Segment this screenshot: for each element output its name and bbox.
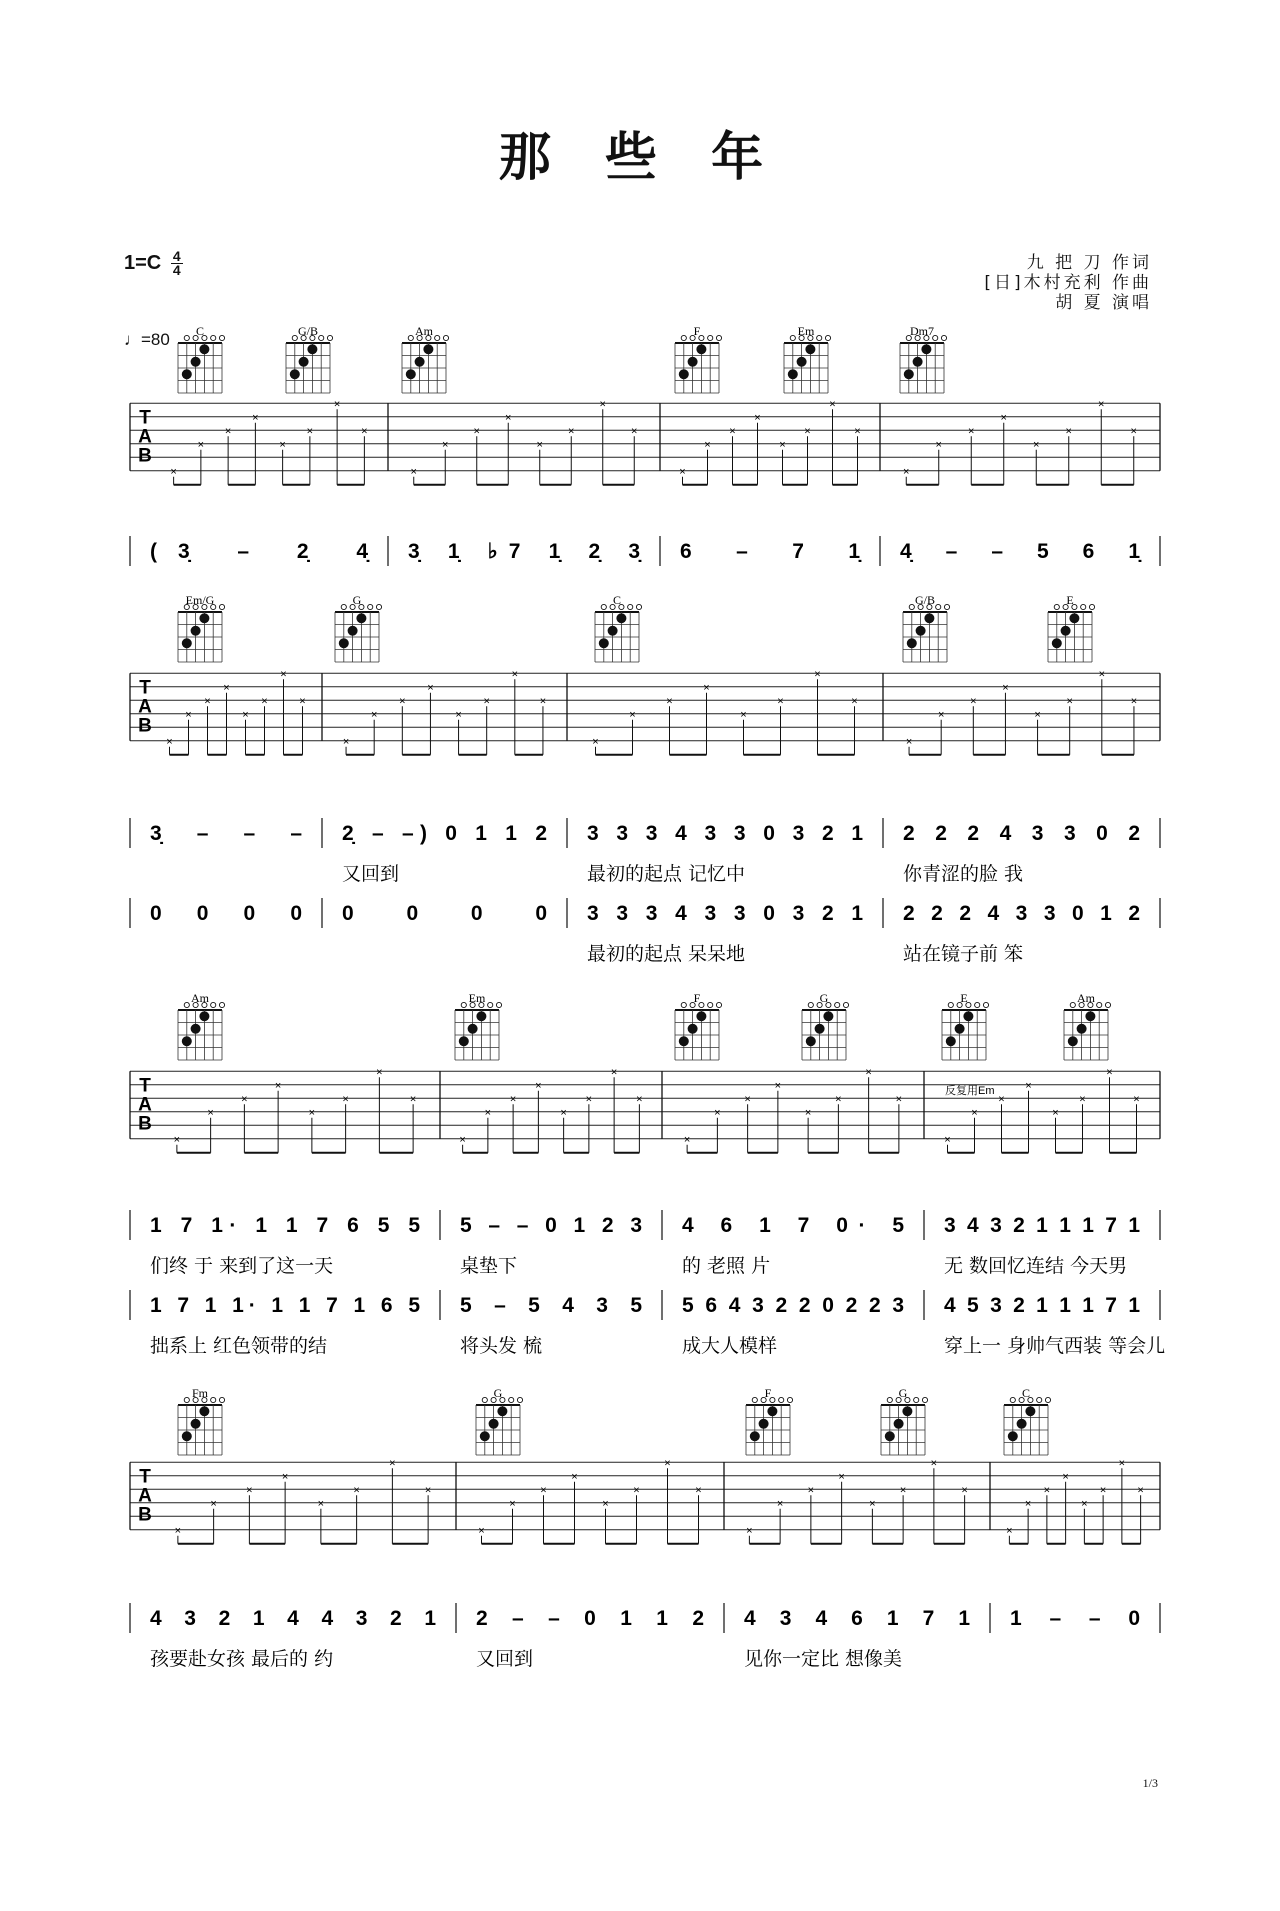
chord-name-2-3: G <box>819 991 829 1005</box>
lyric-2-0-3: 无 数回忆连结 今天男 <box>944 1255 1128 1277</box>
finger-dot <box>806 1036 816 1046</box>
tab-x-mark: × <box>664 1457 671 1470</box>
jianpu-measure-1-1-1: 0 0 0 0 <box>342 902 547 925</box>
tab-x-mark: × <box>1065 425 1072 438</box>
tab-x-mark: × <box>998 1093 1005 1106</box>
tab-x-mark: × <box>342 1093 349 1106</box>
tab-x-mark: × <box>804 1106 812 1119</box>
time-top: 4 <box>172 248 181 264</box>
finger-dot <box>199 1406 209 1416</box>
lyric-1-0-2: 最初的起点 记忆中 <box>587 863 746 885</box>
finger-dot <box>904 369 914 379</box>
tab-x-mark: × <box>754 411 761 424</box>
chord-name-1-0: Em/G <box>185 593 215 607</box>
finger-dot <box>182 638 192 648</box>
tab-x-mark: × <box>961 1484 968 1497</box>
finger-dot <box>1008 1431 1018 1441</box>
finger-dot <box>415 357 425 367</box>
tab-x-mark: × <box>505 411 512 424</box>
tab-x-mark: × <box>539 695 547 708</box>
finger-dot <box>767 1406 777 1416</box>
finger-dot <box>191 1024 201 1034</box>
jianpu-measure-1-0-0: 3̣ – – – <box>150 822 302 845</box>
lyric-2-0-0: 们终 于 来到了这一天 <box>150 1255 334 1277</box>
finger-dot <box>1077 1024 1087 1034</box>
tab-clef-b: B <box>138 715 152 737</box>
tab-x-mark: × <box>1000 411 1007 424</box>
jianpu-measure-2-1-2: 5 6 4 3 2 2 0 2 2 3 <box>682 1294 904 1317</box>
tab-clef-a: A <box>138 1485 152 1507</box>
jianpu-measure-1-1-0: 0 0 0 0 <box>150 902 302 925</box>
finger-dot <box>182 1036 192 1046</box>
tab-x-mark: × <box>777 695 784 708</box>
finger-dot <box>182 369 192 379</box>
chord-name-3-4: C <box>1021 1386 1031 1400</box>
tab-x-mark: × <box>535 1079 542 1092</box>
lyric-2-1-0: 拙系上 红色领带的结 <box>150 1335 328 1357</box>
finger-dot <box>924 613 934 623</box>
tab-x-mark: × <box>1098 398 1105 411</box>
tab-x-mark: × <box>353 1484 360 1497</box>
jianpu-measure-3-0-2: 4 3 4 6 1 7 1 <box>744 1607 970 1630</box>
tab-x-mark: × <box>1098 668 1106 681</box>
tab-x-mark: × <box>629 708 636 721</box>
tab-x-mark: × <box>1066 695 1073 708</box>
finger-dot <box>696 1011 706 1021</box>
lyric-2-1-3: 穿上一 身帅气西装 等会儿 <box>944 1335 1166 1357</box>
tab-x-mark: × <box>679 465 686 478</box>
tab-x-mark: × <box>851 695 858 708</box>
finger-dot <box>815 1024 825 1034</box>
finger-dot <box>616 613 626 623</box>
chord-name-2-1: Em <box>468 991 486 1005</box>
tab-x-mark: × <box>774 1079 782 1092</box>
tab-x-mark: × <box>424 1484 432 1497</box>
tab-x-mark: × <box>1034 708 1041 721</box>
finger-dot <box>423 344 433 354</box>
credit-singer: 胡 夏 演唱 <box>1055 293 1152 313</box>
tab-x-mark: × <box>1024 1497 1032 1510</box>
finger-dot <box>679 369 689 379</box>
tab-x-mark: × <box>683 1133 691 1146</box>
tab-x-mark: × <box>1079 1093 1086 1106</box>
chord-name-3-2: F <box>764 1386 772 1400</box>
finger-dot <box>913 357 923 367</box>
key-label: 1=C <box>124 251 162 274</box>
tab-x-mark: × <box>869 1497 876 1510</box>
tab-x-mark: × <box>261 695 268 708</box>
tab-x-mark: × <box>540 1484 547 1497</box>
chord-name-2-2: F <box>693 991 701 1005</box>
tab-x-mark: × <box>242 708 249 721</box>
tab-x-mark: × <box>970 695 977 708</box>
finger-dot <box>459 1036 469 1046</box>
tab-x-mark: × <box>714 1106 721 1119</box>
tab-x-mark: × <box>835 1093 842 1106</box>
finger-dot <box>759 1419 769 1429</box>
tab-x-mark: × <box>1137 1484 1144 1497</box>
finger-dot <box>290 369 300 379</box>
finger-dot <box>339 638 349 648</box>
tab-x-mark: × <box>511 668 519 681</box>
tab-x-mark: × <box>299 695 306 708</box>
tab-x-mark: × <box>1025 1079 1032 1092</box>
tab-x-mark: × <box>560 1106 567 1119</box>
tab-x-mark: × <box>703 681 710 694</box>
time-bottom: 4 <box>172 262 181 278</box>
tab-x-mark: × <box>930 1457 938 1470</box>
jianpu-measure-2-0-1: 5 – – 0 1 2 3 <box>460 1214 642 1237</box>
tab-x-mark: × <box>185 708 192 721</box>
tab-x-mark: × <box>389 1457 396 1470</box>
finger-dot <box>955 1024 965 1034</box>
tab-x-mark: × <box>224 425 232 438</box>
tab-x-mark: × <box>308 1106 316 1119</box>
finger-dot <box>489 1419 499 1429</box>
finger-dot <box>406 369 416 379</box>
tab-x-mark: × <box>478 1524 485 1537</box>
tab-x-mark: × <box>409 1093 417 1106</box>
tab-x-mark: × <box>1133 1093 1140 1106</box>
tab-x-mark: × <box>971 1106 978 1119</box>
tab-x-mark: × <box>610 1066 618 1079</box>
tab-clef-t: T <box>139 1075 151 1097</box>
tab-x-mark: × <box>585 1093 593 1106</box>
tab-x-mark: × <box>636 1093 643 1106</box>
tab-x-mark: × <box>173 1133 181 1146</box>
chord-name-0-1: G/B <box>297 324 319 338</box>
chord-name-2-0: Am <box>191 991 209 1005</box>
chord-name-2-5: Am <box>1077 991 1095 1005</box>
finger-dot <box>902 1406 912 1416</box>
tab-x-mark: × <box>865 1066 872 1079</box>
tab-x-mark: × <box>829 398 836 411</box>
tab-x-mark: × <box>895 1093 903 1106</box>
lyric-3-0-1: 又回到 <box>476 1648 534 1670</box>
finger-dot <box>688 357 698 367</box>
chord-name-1-2: C <box>612 593 622 607</box>
jianpu-measure-0-0-1: 3̣ 1̣ ♭7 1̣ 2̣ 3̣ <box>408 540 640 563</box>
tab-x-mark: × <box>1130 695 1138 708</box>
lyric-3-0-0: 孩要赴女孩 最后的 约 <box>150 1648 334 1670</box>
tab-x-mark: × <box>376 1066 383 1079</box>
finger-dot <box>797 357 807 367</box>
jianpu-measure-1-1-3: 2 2 2 4 3 3 0 1 2 <box>903 902 1140 925</box>
chord-name-0-2: Am <box>415 324 433 338</box>
tab-x-mark: × <box>779 438 786 451</box>
jianpu-measure-2-0-2: 4 6 1 7 0· 5 <box>682 1214 904 1237</box>
credit-lyricist: 九 把 刀 作词 <box>1026 253 1152 273</box>
quarter-note-icon: ♩ <box>124 330 141 349</box>
tab-clef-a: A <box>138 426 152 448</box>
jianpu-measure-3-0-3: 1 – – 0 <box>1010 1607 1140 1630</box>
tab-x-mark: × <box>571 1470 578 1483</box>
finger-dot <box>480 1431 490 1441</box>
tab-x-mark: × <box>804 425 811 438</box>
lyric-1-1-3: 站在镜子前 笨 <box>903 943 1024 965</box>
tab-x-mark: × <box>729 425 736 438</box>
finger-dot <box>696 344 706 354</box>
finger-dot <box>916 626 926 636</box>
tab-x-mark: × <box>1033 438 1040 451</box>
jianpu-measure-0-0-3: 4̣ – – 5 6 1̣ <box>900 540 1140 563</box>
tab-x-mark: × <box>210 1497 217 1510</box>
finger-dot <box>894 1419 904 1429</box>
finger-dot <box>1025 1406 1035 1416</box>
finger-dot <box>688 1024 698 1034</box>
tab-x-mark: × <box>473 425 480 438</box>
finger-dot <box>921 344 931 354</box>
jianpu-measure-2-1-3: 4 5 3 2 1 1 1 7 1 <box>944 1294 1140 1317</box>
tab-x-mark: × <box>252 411 259 424</box>
tab-x-mark: × <box>483 695 490 708</box>
tab-x-mark: × <box>740 708 747 721</box>
tab-clef-b: B <box>138 1113 152 1135</box>
tab-x-mark: × <box>1118 1457 1126 1470</box>
tab-x-mark: × <box>1099 1484 1107 1497</box>
tab-x-mark: × <box>279 438 286 451</box>
repeat-annotation: 反复用Em <box>945 1085 995 1097</box>
tab-x-mark: × <box>370 708 378 721</box>
finger-dot <box>946 1036 956 1046</box>
tab-x-mark: × <box>814 668 821 681</box>
jianpu-measure-2-1-0: 1 7 1 1· 1 1 7 1 6 5 <box>150 1294 420 1317</box>
lyric-3-0-2: 见你一定比 想像美 <box>744 1648 903 1670</box>
jianpu-measure-3-0-0: 4 3 2 1 4 4 3 2 1 <box>150 1607 436 1630</box>
jianpu-measure-1-0-1: 2̣ – –) 0 1 1 2 <box>342 822 547 845</box>
tab-x-mark: × <box>666 695 673 708</box>
finger-dot <box>348 626 358 636</box>
tab-x-mark: × <box>937 708 945 721</box>
finger-dot <box>199 344 209 354</box>
tab-x-mark: × <box>631 425 638 438</box>
jianpu-measure-1-1-2: 3 3 3 4 3 3 0 3 2 1 <box>587 902 863 925</box>
tab-x-mark: × <box>599 398 606 411</box>
finger-dot <box>805 344 815 354</box>
jianpu-measure-2-0-0: 1 7 1· 1 1 7 6 5 5 <box>150 1214 420 1237</box>
tab-x-mark: × <box>704 438 711 451</box>
chord-name-1-3: G/B <box>914 593 936 607</box>
tab-x-mark: × <box>807 1484 815 1497</box>
lyric-2-1-2: 成大人模样 <box>682 1335 778 1357</box>
finger-dot <box>599 638 609 648</box>
tab-x-mark: × <box>509 1497 516 1510</box>
tab-x-mark: × <box>174 1524 182 1537</box>
finger-dot <box>356 613 366 623</box>
finger-dot <box>1017 1419 1027 1429</box>
tab-x-mark: × <box>633 1484 640 1497</box>
tab-x-mark: × <box>207 1106 214 1119</box>
tab-x-mark: × <box>484 1106 492 1119</box>
tab-x-mark: × <box>1106 1066 1113 1079</box>
tab-x-mark: × <box>427 681 434 694</box>
tab-clef-b: B <box>138 1504 152 1526</box>
tab-x-mark: × <box>1081 1497 1088 1510</box>
tab-clef-t: T <box>139 677 151 699</box>
finger-dot <box>1052 638 1062 648</box>
lyric-2-1-1: 将头发 梳 <box>460 1335 543 1357</box>
finger-dot <box>1068 1036 1078 1046</box>
tab-x-mark: × <box>899 1484 907 1497</box>
finger-dot <box>907 638 917 648</box>
jianpu-measure-1-0-2: 3 3 3 4 3 3 0 3 2 1 <box>587 822 863 845</box>
finger-dot <box>468 1024 478 1034</box>
tab-x-mark: × <box>744 1093 751 1106</box>
finger-dot <box>299 357 309 367</box>
finger-dot <box>608 626 618 636</box>
lyric-2-0-2: 的 老照 片 <box>682 1255 771 1277</box>
tab-x-mark: × <box>274 1079 282 1092</box>
finger-dot <box>191 357 201 367</box>
finger-dot <box>1069 613 1079 623</box>
jianpu-measure-2-0-3: 3 4 3 2 1 1 1 7 1 <box>944 1214 1140 1237</box>
tab-x-mark: × <box>204 695 211 708</box>
finger-dot <box>750 1431 760 1441</box>
credit-composer: [日]木村充利 作曲 <box>984 273 1152 293</box>
tab-x-mark: × <box>1052 1106 1059 1119</box>
finger-dot <box>497 1406 507 1416</box>
tab-x-mark: × <box>746 1524 753 1537</box>
page-number: 1/3 <box>1142 1776 1158 1790</box>
finger-dot <box>191 1419 201 1429</box>
finger-dot <box>1085 1011 1095 1021</box>
tab-clef-a: A <box>138 696 152 718</box>
chord-name-0-0: C <box>195 324 205 338</box>
tab-x-mark: × <box>536 438 543 451</box>
tab-x-mark: × <box>166 735 173 748</box>
tab-x-mark: × <box>281 1470 289 1483</box>
chord-name-2-4: E <box>960 991 968 1005</box>
tab-x-mark: × <box>935 438 942 451</box>
tab-x-mark: × <box>241 1093 248 1106</box>
chord-name-0-3: F <box>693 324 701 338</box>
finger-dot <box>963 1011 973 1021</box>
tab-x-mark: × <box>838 1470 845 1483</box>
tab-x-mark: × <box>854 425 861 438</box>
tab-clef-t: T <box>139 1466 151 1488</box>
tab-x-mark: × <box>455 708 462 721</box>
jianpu-measure-0-0-0: (3̣ – 2̣ 4̣ <box>150 540 368 563</box>
chord-name-3-1: G <box>493 1386 503 1400</box>
chord-name-0-4: Em <box>797 324 815 338</box>
finger-dot <box>1061 626 1071 636</box>
finger-dot <box>199 1011 209 1021</box>
tab-x-mark: × <box>170 465 177 478</box>
finger-dot <box>885 1431 895 1441</box>
tab-x-mark: × <box>905 735 913 748</box>
tab-x-mark: × <box>602 1497 609 1510</box>
tab-x-mark: × <box>306 425 314 438</box>
tab-x-mark: × <box>695 1484 702 1497</box>
tab-x-mark: × <box>223 681 230 694</box>
finger-dot <box>679 1036 689 1046</box>
tab-x-mark: × <box>1006 1524 1013 1537</box>
tempo-value: =80 <box>141 330 170 349</box>
tab-x-mark: × <box>1130 425 1137 438</box>
song-title: 那 些 年 <box>498 127 782 188</box>
tab-x-mark: × <box>592 735 599 748</box>
finger-dot <box>182 1431 192 1441</box>
finger-dot <box>191 626 201 636</box>
tab-x-mark: × <box>968 425 975 438</box>
tab-clef-a: A <box>138 1094 152 1116</box>
tab-x-mark: × <box>410 465 417 478</box>
tab-x-mark: × <box>1043 1484 1051 1497</box>
chord-name-3-3: G <box>898 1386 908 1400</box>
lyric-1-0-1: 又回到 <box>342 863 400 885</box>
tab-x-mark: × <box>442 438 449 451</box>
finger-dot <box>823 1011 833 1021</box>
jianpu-measure-0-0-2: 6 – 7 1̣ <box>680 540 860 563</box>
tab-x-mark: × <box>399 695 406 708</box>
tab-x-mark: × <box>776 1497 784 1510</box>
finger-dot <box>476 1011 486 1021</box>
jianpu-measure-2-1-1: 5 – 5 4 3 5 <box>460 1294 642 1317</box>
finger-dot <box>788 369 798 379</box>
lyric-1-0-3: 你青涩的脸 我 <box>903 863 1024 885</box>
tab-x-mark: × <box>903 465 910 478</box>
lyric-2-0-1: 桌垫下 <box>460 1255 518 1277</box>
tab-x-mark: × <box>361 425 368 438</box>
tab-x-mark: × <box>317 1497 325 1510</box>
tab-clef-b: B <box>138 445 152 467</box>
jianpu-measure-3-0-1: 2 – – 0 1 1 2 <box>476 1607 704 1630</box>
tab-clef-t: T <box>139 407 151 429</box>
lyric-1-1-2: 最初的起点 呆呆地 <box>587 943 746 965</box>
tab-x-mark: × <box>568 425 575 438</box>
finger-dot <box>199 613 209 623</box>
tab-x-mark: × <box>459 1133 466 1146</box>
chord-name-1-1: G <box>352 593 362 607</box>
jianpu-measure-1-0-3: 2 2 2 4 3 3 0 2 <box>903 822 1140 845</box>
tab-x-mark: × <box>280 668 287 681</box>
tab-x-mark: × <box>246 1484 253 1497</box>
tab-x-mark: × <box>509 1093 517 1106</box>
chord-name-3-0: Fm <box>191 1386 209 1400</box>
tab-x-mark: × <box>342 735 350 748</box>
chord-name-0-5: Dm7 <box>910 324 934 338</box>
chord-name-1-4: E <box>1066 593 1074 607</box>
tab-x-mark: × <box>1062 1470 1069 1483</box>
finger-dot <box>307 344 317 354</box>
tab-x-mark: × <box>197 438 205 451</box>
tab-x-mark: × <box>333 398 341 411</box>
tab-x-mark: × <box>1002 681 1009 694</box>
tab-x-mark: × <box>944 1133 951 1146</box>
